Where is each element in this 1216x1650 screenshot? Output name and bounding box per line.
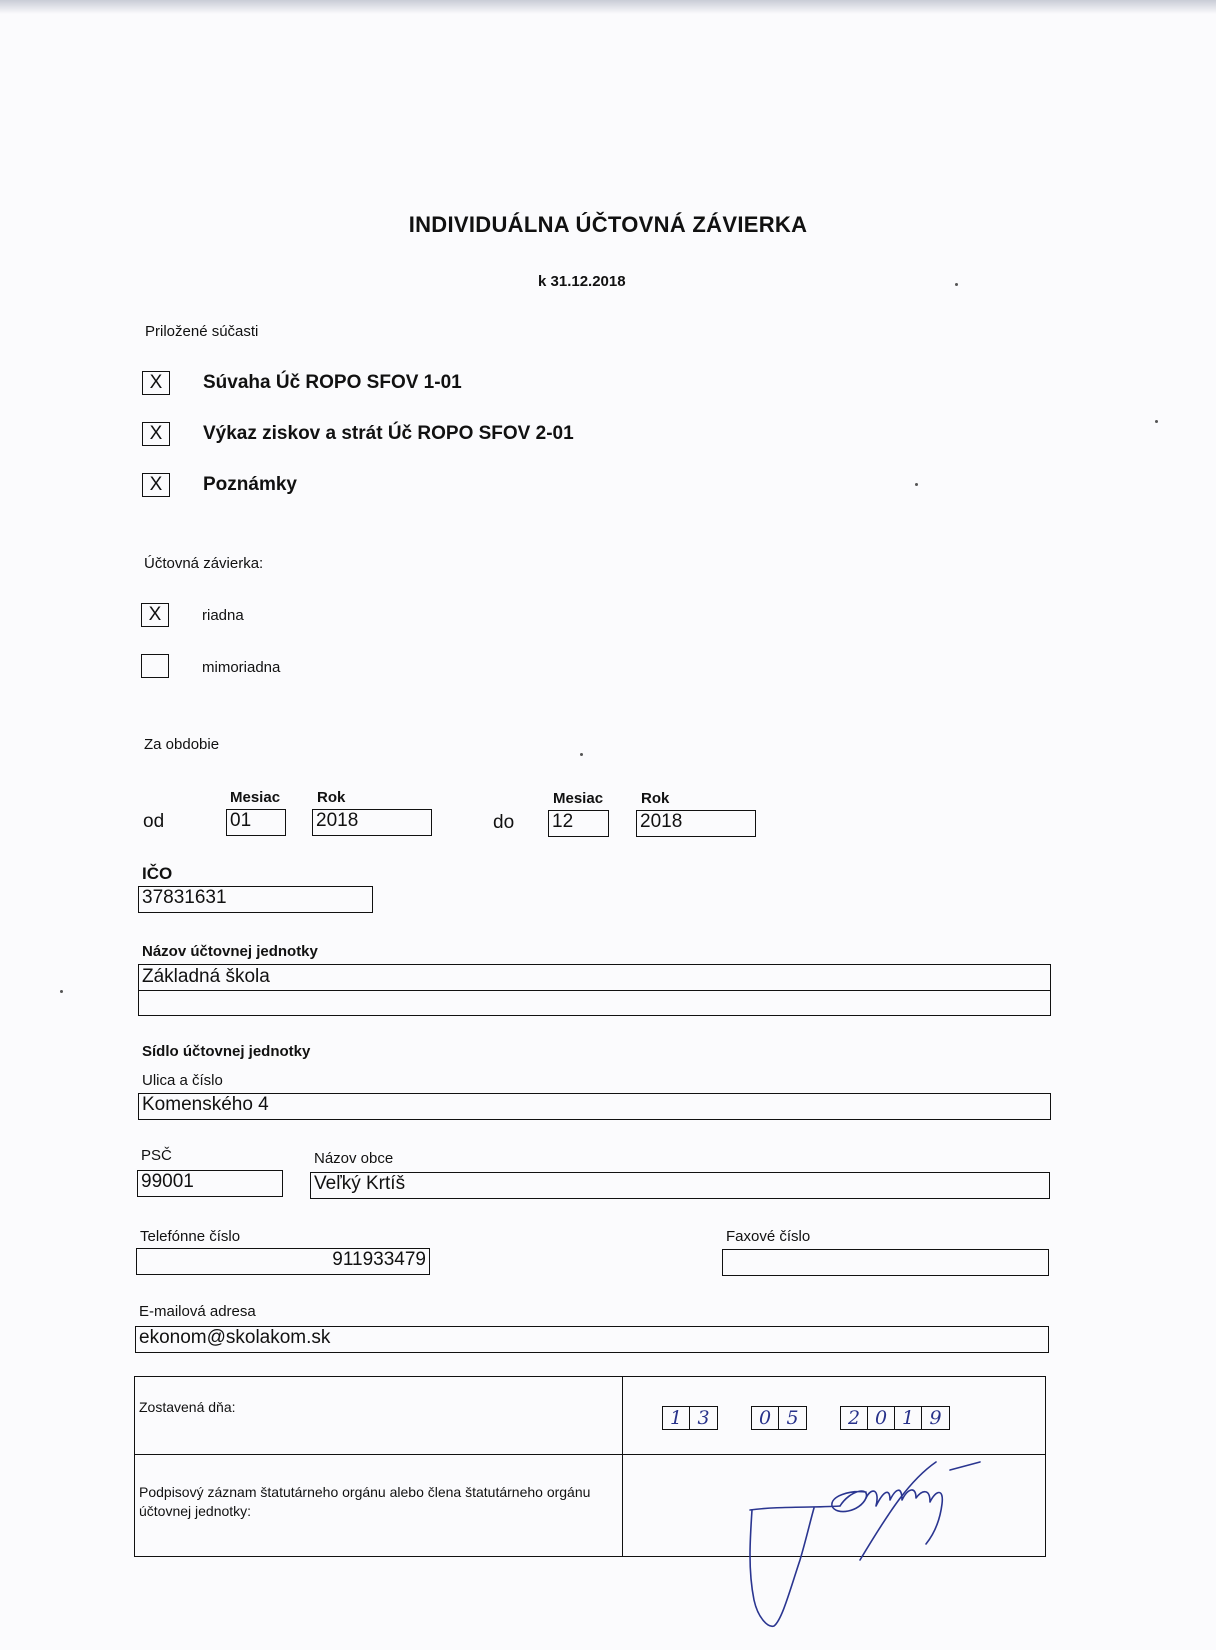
street-label: Ulica a číslo bbox=[142, 1072, 223, 1089]
month-digit[interactable]: 5 bbox=[786, 1407, 799, 1429]
label-vykaz: Výkaz ziskov a strát Úč ROPO SFOV 2-01 bbox=[203, 423, 574, 444]
compiled-label: Zostavená dňa: bbox=[135, 1377, 623, 1455]
email-label: E-mailová adresa bbox=[139, 1303, 256, 1320]
address-heading: Sídlo účtovnej jednotky bbox=[142, 1043, 311, 1060]
fax-label: Faxové číslo bbox=[726, 1228, 811, 1245]
scan-top-shadow bbox=[0, 0, 1216, 14]
entity-name-line-2[interactable] bbox=[139, 990, 1050, 1015]
year-digit[interactable]: 2 bbox=[841, 1407, 868, 1429]
month-digit[interactable]: 0 bbox=[752, 1407, 779, 1429]
checkbox-mimoriadna[interactable] bbox=[141, 654, 169, 678]
fax-field[interactable] bbox=[722, 1249, 1049, 1276]
ico-field[interactable]: 37831631 bbox=[138, 886, 373, 913]
city-label: Názov obce bbox=[314, 1150, 394, 1167]
to-year-label: Rok bbox=[641, 790, 670, 807]
phone-field[interactable]: 911933479 bbox=[136, 1248, 430, 1275]
entity-name-line-1[interactable]: Základná škola bbox=[142, 966, 270, 987]
as-of-date: k 31.12.2018 bbox=[538, 273, 626, 290]
scan-speck bbox=[60, 990, 63, 993]
entity-name-label: Názov účtovnej jednotky bbox=[142, 943, 318, 960]
scan-speck bbox=[580, 753, 583, 756]
to-month-field[interactable]: 12 bbox=[548, 810, 609, 837]
from-year-label: Rok bbox=[317, 789, 346, 806]
period-heading: Za obdobie bbox=[144, 736, 220, 753]
attached-heading: Priložené súčasti bbox=[145, 323, 259, 340]
day-digit[interactable]: 3 bbox=[697, 1407, 710, 1429]
ico-label: IČO bbox=[142, 864, 173, 883]
handwritten-signature bbox=[740, 1450, 1010, 1640]
to-month-label: Mesiac bbox=[553, 790, 604, 807]
to-year-field[interactable]: 2018 bbox=[636, 810, 756, 837]
city-field[interactable]: Veľký Krtíš bbox=[310, 1172, 1050, 1199]
document-title: INDIVIDUÁLNA ÚČTOVNÁ ZÁVIERKA bbox=[408, 212, 808, 237]
year-digit[interactable]: 0 bbox=[868, 1407, 895, 1429]
zip-label: PSČ bbox=[141, 1147, 172, 1164]
year-digit[interactable]: 9 bbox=[929, 1407, 942, 1429]
email-field[interactable]: ekonom@skolakom.sk bbox=[135, 1326, 1049, 1353]
statement-type-heading: Účtovná závierka: bbox=[144, 555, 264, 572]
from-label: od bbox=[143, 811, 165, 832]
zip-field[interactable]: 99001 bbox=[137, 1170, 283, 1197]
checkbox-riadna[interactable]: X bbox=[141, 603, 169, 627]
compiled-month-boxes[interactable] bbox=[751, 1406, 807, 1430]
entity-name-field[interactable] bbox=[138, 964, 1051, 1016]
from-month-field[interactable]: 01 bbox=[226, 809, 286, 836]
checkbox-vykaz[interactable]: X bbox=[142, 422, 170, 446]
label-riadna: riadna bbox=[202, 607, 244, 624]
phone-label: Telefónne číslo bbox=[140, 1228, 241, 1245]
scan-speck bbox=[915, 483, 918, 486]
compiled-year-boxes[interactable] bbox=[840, 1406, 950, 1430]
scan-speck bbox=[955, 283, 958, 286]
street-field[interactable]: Komenského 4 bbox=[138, 1093, 1051, 1120]
checkbox-suvaha[interactable]: X bbox=[142, 371, 170, 395]
label-mimoriadna: mimoriadna bbox=[202, 659, 281, 676]
year-digit[interactable]: 1 bbox=[895, 1407, 922, 1429]
day-digit[interactable]: 1 bbox=[663, 1407, 690, 1429]
compiled-day-boxes[interactable] bbox=[662, 1406, 718, 1430]
checkbox-poznamky[interactable]: X bbox=[142, 473, 170, 497]
signature-label: Podpisový záznam štatutárneho orgánu alebo člena štatutárneho orgánu účtovnej jednotky: bbox=[135, 1455, 623, 1557]
to-label: do bbox=[493, 812, 515, 833]
label-suvaha: Súvaha Úč ROPO SFOV 1-01 bbox=[203, 372, 462, 393]
scan-speck bbox=[1155, 420, 1158, 423]
from-year-field[interactable]: 2018 bbox=[312, 809, 432, 836]
label-poznamky: Poznámky bbox=[203, 474, 297, 495]
from-month-label: Mesiac bbox=[230, 789, 281, 806]
